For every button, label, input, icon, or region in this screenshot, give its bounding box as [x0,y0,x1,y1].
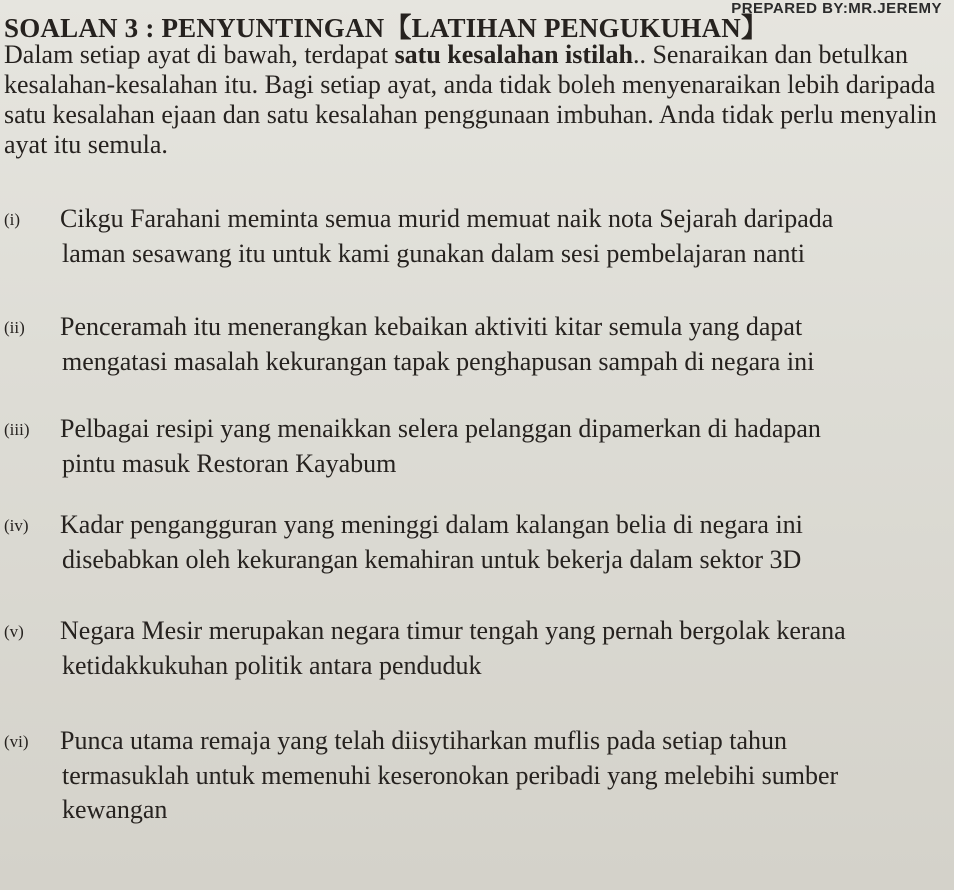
question-number: (i) [4,210,21,229]
question-text-line: termasuklah untuk memenuhi keseronokan peribadi yang melebihi sumber [62,761,839,790]
question-text-line: Punca utama remaja yang telah diisytiharkan muflis pada setiap tahun [60,726,788,755]
question-item-3 [4,412,944,481]
question-number: (vi) [4,732,29,751]
instructions-paragraph [4,40,948,160]
question-number: (iv) [4,516,29,535]
question-number: (iii) [4,420,30,439]
question-text-line: pintu masuk Restoran Kayabum [62,449,397,478]
question-text-line: Pelbagai resipi yang menaikkan selera pelanggan dipamerkan di hadapan [60,414,821,443]
question-item-4 [4,508,944,577]
question-text-line: kewangan [62,795,168,824]
question-text-line: ketidakkukuhan politik antara penduduk [62,651,482,680]
instructions-text-part1: Dalam setiap ayat di bawah, terdapat [4,40,395,69]
section-title: SOALAN 3 : PENYUNTINGAN【LATIHAN PENGUKUHAN】 [4,13,769,43]
question-number: (v) [4,622,24,641]
instructions-emphasis: satu kesalahan istilah [394,40,633,69]
instructions-text-part2: .. Senaraikan dan betulkan kesalahan-kesalahan itu. Bagi setiap ayat, anda tidak boleh menyenaraikan lebih daripada satu kesalahan ejaan dan satu kesalahan penggunaan imbuhan. Anda tidak perlu menyalin ayat itu semula. [4,40,937,159]
prepared-by-label: PREPARED BY:MR.JEREMY [731,0,942,17]
question-text-line: laman sesawang itu untuk kami gunakan dalam sesi pembelajaran nanti [62,239,805,268]
question-text-line: mengatasi masalah kekurangan tapak penghapusan sampah di negara ini [62,347,815,376]
question-text-line: Cikgu Farahani meminta semua murid memuat naik nota Sejarah daripada [60,204,834,233]
question-number: (ii) [4,318,25,337]
question-text-line: Negara Mesir merupakan negara timur tengah yang pernah bergolak kerana [60,616,846,645]
question-item-5 [4,614,944,683]
question-item-2 [4,310,944,379]
question-text-line: disebabkan oleh kekurangan kemahiran untuk bekerja dalam sektor 3D [62,545,802,574]
question-item-6 [4,724,944,827]
question-text-line: Kadar pengangguran yang meninggi dalam kalangan belia di negara ini [60,510,803,539]
question-text-line: Penceramah itu menerangkan kebaikan aktiviti kitar semula yang dapat [60,312,803,341]
question-item-1 [4,202,944,271]
